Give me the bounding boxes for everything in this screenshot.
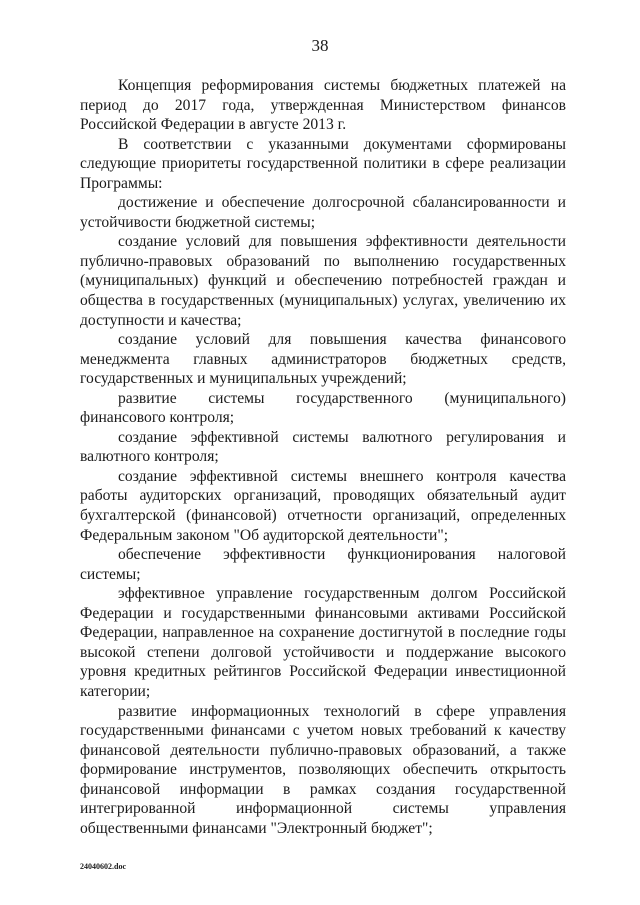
paragraph-4: создание условий для повышения эффективности деятельности публично-правовых образований по выполнению государственных (муниципальных) функций и обеспечению потребностей граждан и общества в государственных (муниципальных) услугах, увеличению их доступности и качества; [80,233,566,329]
paragraph-11: развитие информационных технологий в сфере управления государственными финансами с учетом новых требований к качеству финансовой деятельности публично-правовых образований, а также формирование инструментов, позволяющих обеспечить открытость финансовой информации в рамках создания государственной интегрированной информационной системы управления общественными финансами "Электронный бюджет"; [80,702,566,837]
page-number: 38 [311,36,329,55]
paragraph-1: Концепция реформирования системы бюджетных платежей на период до 2017 года, утвержденная Министерством финансов Российской Федерации в августе 2013 г. [80,77,566,134]
paragraph-8: создание эффективной системы внешнего контроля качества работы аудиторских организаций, проводящих обязательный аудит бухгалтерской (финансовой) отчетности организаций, определенных Федеральным законом "Об аудиторской деятельности"; [80,467,566,544]
paragraph-3: достижение и обеспечение долгосрочной сбалансированности и устойчивости бюджетной системы; [80,194,566,231]
paragraph-2: В соответствии с указанными документами сформированы следующие приоритеты государственной политики в сфере реализации Программы: [80,135,566,192]
document-body [80,76,566,838]
paragraph-10: эффективное управление государственным долгом Российской Федерации и государственными финансовыми активами Российской Федерации, направленное на сохранение достигнутой в последние годы высокой степени долговой устойчивости и поддержание высокого уровня кредитных рейтингов Российской Федерации инвестиционной категории; [80,585,566,700]
paragraph-6: развитие системы государственного (муниципального) финансового контроля; [80,389,566,427]
footer-filename: 24040602.doc [80,862,126,871]
paragraph-5: создание условий для повышения качества финансового менеджмента главных администраторов бюджетных средств, государственных и муниципальных учреждений; [80,331,566,388]
paragraph-9: обеспечение эффективности функционирования налоговой системы; [80,546,566,583]
paragraph-7: создание эффективной системы валютного регулирования и валютного контроля; [80,428,566,466]
